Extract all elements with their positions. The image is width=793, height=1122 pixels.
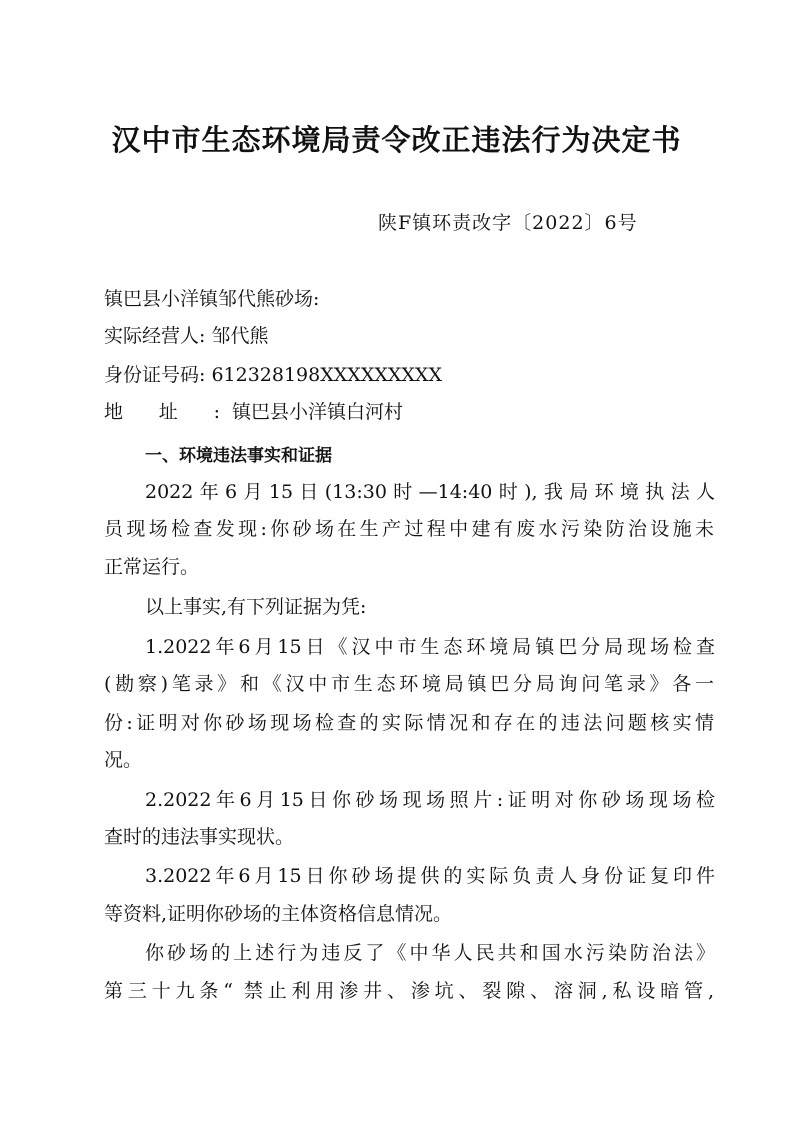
body-line: 等资料,证明你砂场的主体资格信息情况。 xyxy=(104,903,453,925)
body-line: 3.2022年6月15日你砂场提供的实际负责人身份证复印件 xyxy=(145,865,715,887)
body-line: 2.2022年6月15日你砂场现场照片:证明对你砂场现场检 xyxy=(145,789,715,811)
body-line: 1.2022年6月15日《汉中市生态环境局镇巴分局现场检查 xyxy=(145,636,715,658)
body-line: 你砂场的上述行为违反了《中华人民共和国水污染防治法》 xyxy=(145,942,715,964)
body-line: 正常运行。 xyxy=(104,556,200,578)
recipient-line: 镇巴县小洋镇邹代熊砂场: xyxy=(104,288,320,310)
operator-line: 实际经营人: 邹代熊 xyxy=(104,325,269,347)
body-line: 况。 xyxy=(104,749,143,771)
address-value: 镇巴县小洋镇白河村 xyxy=(232,401,404,423)
document-number: 陕F镇环责改字〔2022〕6号 xyxy=(378,212,638,234)
body-line: 员现场检查发现:你砂场在生产过程中建有废水污染防治设施未 xyxy=(104,518,714,540)
body-line: (勘察)笔录》和《汉中市生态环境局镇巴分局询问笔录》各一 xyxy=(104,673,714,695)
id-number-line: 身份证号码: 612328198XXXXXXXXX xyxy=(104,364,442,386)
body-line: 以上事实,有下列证据为凭: xyxy=(145,596,367,618)
document-title: 汉中市生态环境局责令改正违法行为决定书 xyxy=(111,123,682,157)
section-heading: 一、环境违法事实和证据 xyxy=(145,446,332,466)
address-label: 地址: xyxy=(104,401,220,423)
body-line: 份:证明对你砂场现场检查的实际情况和存在的违法问题核实情 xyxy=(104,712,714,734)
body-line: 查时的违法事实现状。 xyxy=(104,826,295,848)
body-line: 第三十九条“ 禁止利用渗井、渗坑、裂隙、溶洞,私设暗管, xyxy=(104,980,714,1002)
body-line: 2022年6月15日(13:30时—14:40时),我局环境执法人 xyxy=(145,481,715,503)
